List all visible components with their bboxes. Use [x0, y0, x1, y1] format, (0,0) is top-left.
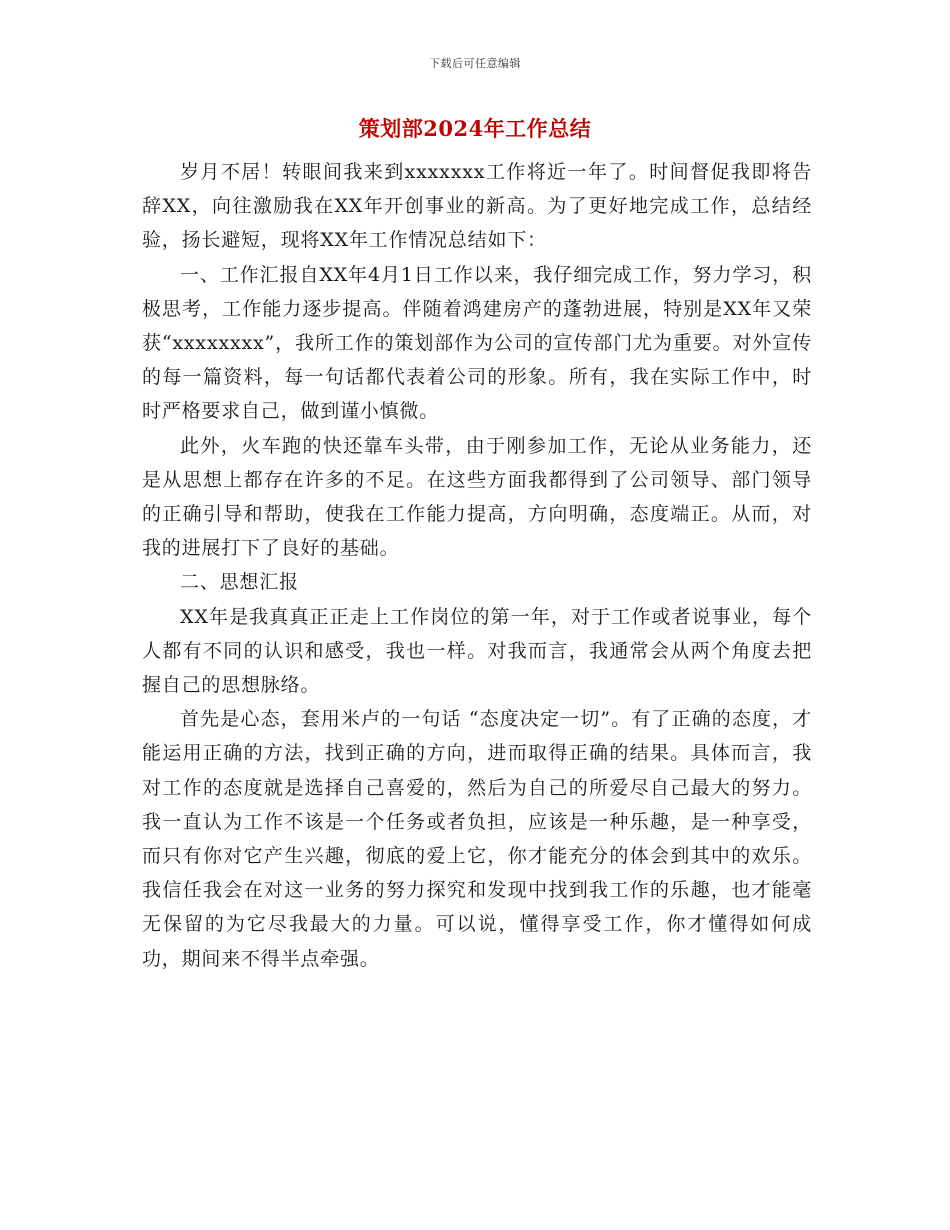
paragraph-first-year: XX年是我真真正正走上工作岗位的第一年，对于工作或者说事业，每个人都有不同的认识和感受，我也一样。对我而言，我通常会从两个角度去把握自己的思想脉络。 — [142, 605, 812, 697]
document-body — [142, 155, 812, 976]
paragraph-attitude: 首先是心态，套用米卢的一句话 “态度决定一切”。有了正确的态度，才能运用正确的方法，找到正确的方向，进而取得正确的结果。具体而言，我对工作的态度就是选择自己喜爱的，然后为自己的所爱尽自己最大的努力。我一直认为工作不该是一个任务或者负担，应该是一种乐趣，是一种享受，而只有你对它产生兴趣，彻底的爱上它，你才能充分的体会到其中的欢乐。我信任我会在对这一业务的努力探究和发现中找到我工作的乐趣，也才能毫无保留的为它尽我最大的力量。可以说，懂得享受工作，你才懂得如何成功，期间来不得半点牵强。 — [142, 708, 812, 970]
paragraph-guidance: 此外，火车跑的快还靠车头带，由于刚参加工作，无论从业务能力，还是从思想上都存在许多的不足。在这些方面我都得到了公司领导、部门领导的正确引导和帮助，使我在工作能力提高，方向明确，态度端正。从而，对我的进展打下了良好的基础。 — [142, 434, 812, 560]
document-title: 策划部2024年工作总结 — [358, 116, 592, 141]
page-header-note: 下载后可任意编辑 — [429, 57, 521, 70]
paragraph-work-report: 一、工作汇报自XX年4月1日工作以来，我仔细完成工作，努力学习，积极思考，工作能力逐步提高。伴随着鸿建房产的蓬勃进展，特别是XX年又荣获“xxxxxxxx”，我所工作的策划部作为公司的宣传部门尤为重要。对外宣传的每一篇资料，每一句话都代表着公司的形象。所有，我在实际工作中，时时严格要求自己，做到谨小慎微。 — [142, 263, 812, 423]
paragraph-intro: 岁月不居！转眼间我来到xxxxxxx工作将近一年了。时间督促我即将告辞XX，向往激励我在XX年开创事业的新高。为了更好地完成工作，总结经验，扬长避短，现将XX年工作情况总结如下： — [142, 161, 812, 252]
section-heading-thought-report: 二、思想汇报 — [180, 571, 299, 594]
